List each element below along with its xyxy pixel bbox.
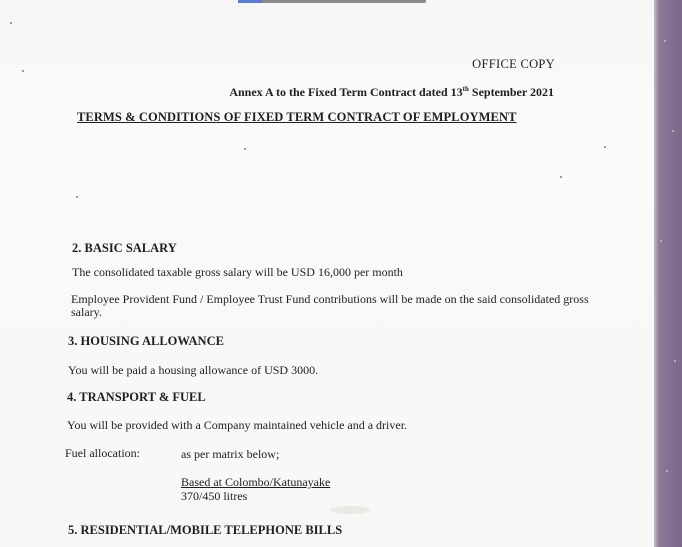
scan-speck xyxy=(244,148,246,150)
transport-text: You will be provided with a Company maintained vehicle and a driver. xyxy=(67,418,408,432)
scan-speck xyxy=(76,196,78,198)
salary-text: The consolidated taxable gross salary will be USD 16,000 per month xyxy=(72,265,403,279)
edge-speck xyxy=(674,360,676,362)
section-heading-basic-salary: 2. BASIC SALARY xyxy=(72,241,177,255)
edge-speck xyxy=(666,470,668,472)
section-heading-telephone: 5. RESIDENTIAL/MOBILE TELEPHONE BILLS xyxy=(68,523,343,537)
edge-speck xyxy=(660,240,662,242)
scan-speck xyxy=(22,70,24,72)
annex-line xyxy=(229,82,554,99)
section-heading-housing: 3. HOUSING ALLOWANCE xyxy=(68,334,224,348)
window-top-strip xyxy=(238,0,426,3)
scan-smudge xyxy=(330,506,370,514)
fuel-litres: 370/450 litres xyxy=(181,489,248,503)
scan-speck xyxy=(560,176,562,178)
fuel-location: Based at Colombo/Katunayake xyxy=(181,475,331,489)
scan-speck xyxy=(10,22,12,24)
edge-speck xyxy=(664,40,666,42)
document-title: TERMS & CONDITIONS OF FIXED TERM CONTRACT OF EMPLOYMENT xyxy=(77,110,517,124)
fuel-allocation-label: Fuel allocation: xyxy=(65,446,140,460)
fuel-allocation-value: as per matrix below; xyxy=(181,447,280,461)
annex-suffix: September 2021 xyxy=(468,85,554,99)
section-heading-transport: 4. TRANSPORT & FUEL xyxy=(67,390,206,404)
edge-speck xyxy=(672,130,674,132)
scan-speck xyxy=(604,146,606,148)
annex-prefix: Annex A to the Fixed Term Contract dated 13 xyxy=(229,85,463,99)
background-edge xyxy=(654,0,682,547)
window-top-tab xyxy=(238,0,262,3)
annex-superscript: th xyxy=(462,85,469,93)
housing-text: You will be paid a housing allowance of USD 3000. xyxy=(68,363,319,377)
office-copy-label: OFFICE COPY xyxy=(472,57,555,71)
provident-fund-text: Employee Provident Fund / Employee Trust Fund contributions will be made on the said consolidated gross salary. xyxy=(71,292,589,319)
